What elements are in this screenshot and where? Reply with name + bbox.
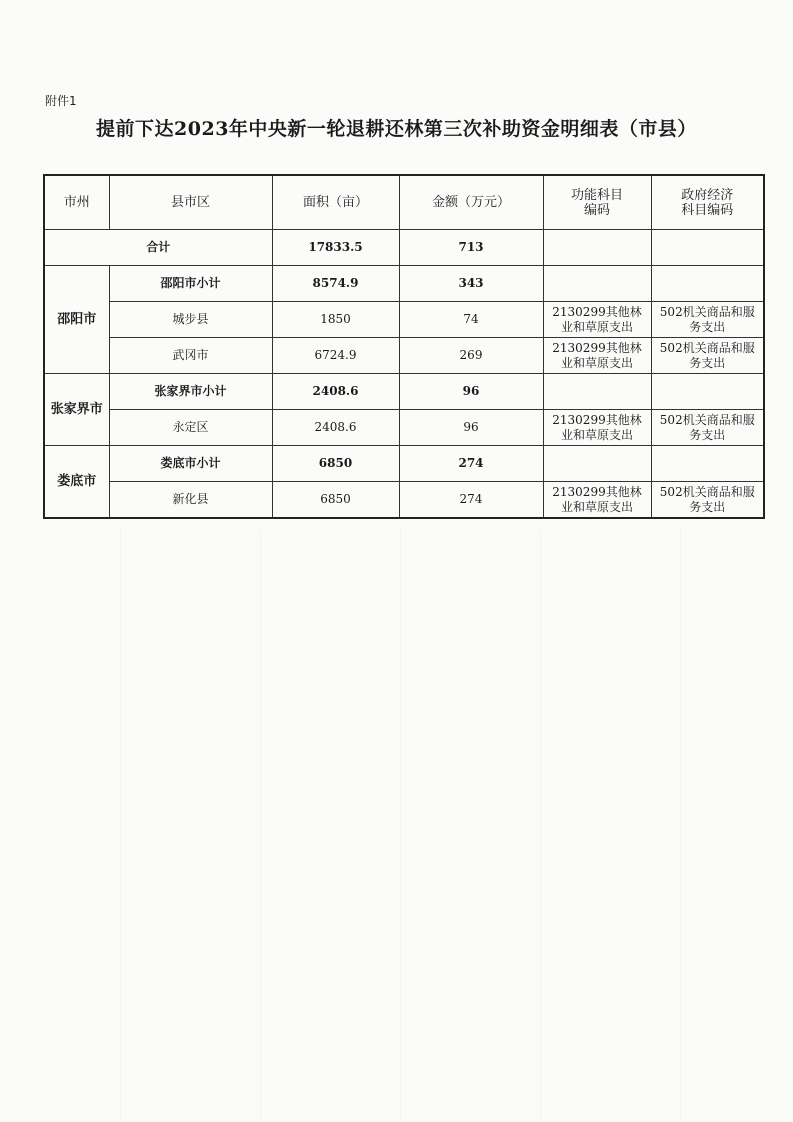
subtotal-econ-code	[651, 266, 764, 302]
subtotal-econ-code	[651, 446, 764, 482]
header-econ-code-text: 政府经济科目编码	[681, 187, 734, 218]
amount-cell: 274	[399, 482, 543, 519]
area-cell: 6850	[272, 482, 399, 519]
econ-code-cell: 502机关商品和服务支出	[651, 302, 764, 338]
subtotal-func-code	[543, 374, 651, 410]
subtotal-econ-code	[651, 374, 764, 410]
scan-line	[680, 530, 681, 1120]
scan-line	[120, 530, 121, 1120]
func-code-cell: 2130299其他林业和草原支出	[543, 410, 651, 446]
econ-code-cell: 502机关商品和服务支出	[651, 482, 764, 519]
city-cell: 娄底市	[44, 446, 109, 519]
subtotal-amount: 274	[399, 446, 543, 482]
area-cell: 1850	[272, 302, 399, 338]
subtotal-func-code	[543, 446, 651, 482]
subtotal-row	[44, 374, 764, 410]
header-amount: 金额（万元）	[399, 175, 543, 230]
subtotal-label: 娄底市小计	[109, 446, 272, 482]
table-row	[44, 410, 764, 446]
table-body	[44, 175, 764, 518]
header-func-code-text: 功能科目编码	[570, 187, 623, 218]
subtotal-label: 张家界市小计	[109, 374, 272, 410]
header-county: 县市区	[109, 175, 272, 230]
table-header-row	[44, 175, 764, 230]
amount-cell: 269	[399, 338, 543, 374]
amount-cell: 96	[399, 410, 543, 446]
city-cell: 邵阳市	[44, 266, 109, 374]
table-row	[44, 302, 764, 338]
attachment-label: 附件1	[45, 94, 77, 108]
county-cell: 城步县	[109, 302, 272, 338]
func-code-cell: 2130299其他林业和草原支出	[543, 338, 651, 374]
total-econ-code	[651, 230, 764, 266]
county-cell: 新化县	[109, 482, 272, 519]
area-cell: 6724.9	[272, 338, 399, 374]
total-area: 17833.5	[272, 230, 399, 266]
subtotal-amount: 343	[399, 266, 543, 302]
header-econ-code	[651, 175, 764, 230]
table-row	[44, 338, 764, 374]
county-cell: 武冈市	[109, 338, 272, 374]
header-area: 面积（亩）	[272, 175, 399, 230]
subtotal-func-code	[543, 266, 651, 302]
func-code-cell: 2130299其他林业和草原支出	[543, 302, 651, 338]
subtotal-amount: 96	[399, 374, 543, 410]
subtotal-area: 6850	[272, 446, 399, 482]
subtotal-row	[44, 446, 764, 482]
total-row	[44, 230, 764, 266]
county-cell: 永定区	[109, 410, 272, 446]
document-title: 提前下达2023年中央新一轮退耕还林第三次补助资金明细表（市县）	[96, 118, 697, 140]
econ-code-cell: 502机关商品和服务支出	[651, 338, 764, 374]
table-row	[44, 482, 764, 519]
header-func-code	[543, 175, 651, 230]
scan-line	[540, 530, 541, 1120]
subtotal-label: 邵阳市小计	[109, 266, 272, 302]
header-city: 市州	[44, 175, 109, 230]
scan-line	[400, 530, 401, 1120]
subsidy-detail-table	[43, 174, 765, 519]
econ-code-cell: 502机关商品和服务支出	[651, 410, 764, 446]
total-func-code	[543, 230, 651, 266]
subtotal-area: 2408.6	[272, 374, 399, 410]
subtotal-area: 8574.9	[272, 266, 399, 302]
amount-cell: 74	[399, 302, 543, 338]
func-code-cell: 2130299其他林业和草原支出	[543, 482, 651, 519]
total-amount: 713	[399, 230, 543, 266]
city-cell: 张家界市	[44, 374, 109, 446]
scan-line	[260, 530, 261, 1120]
total-label: 合计	[44, 230, 272, 266]
subtotal-row	[44, 266, 764, 302]
area-cell: 2408.6	[272, 410, 399, 446]
